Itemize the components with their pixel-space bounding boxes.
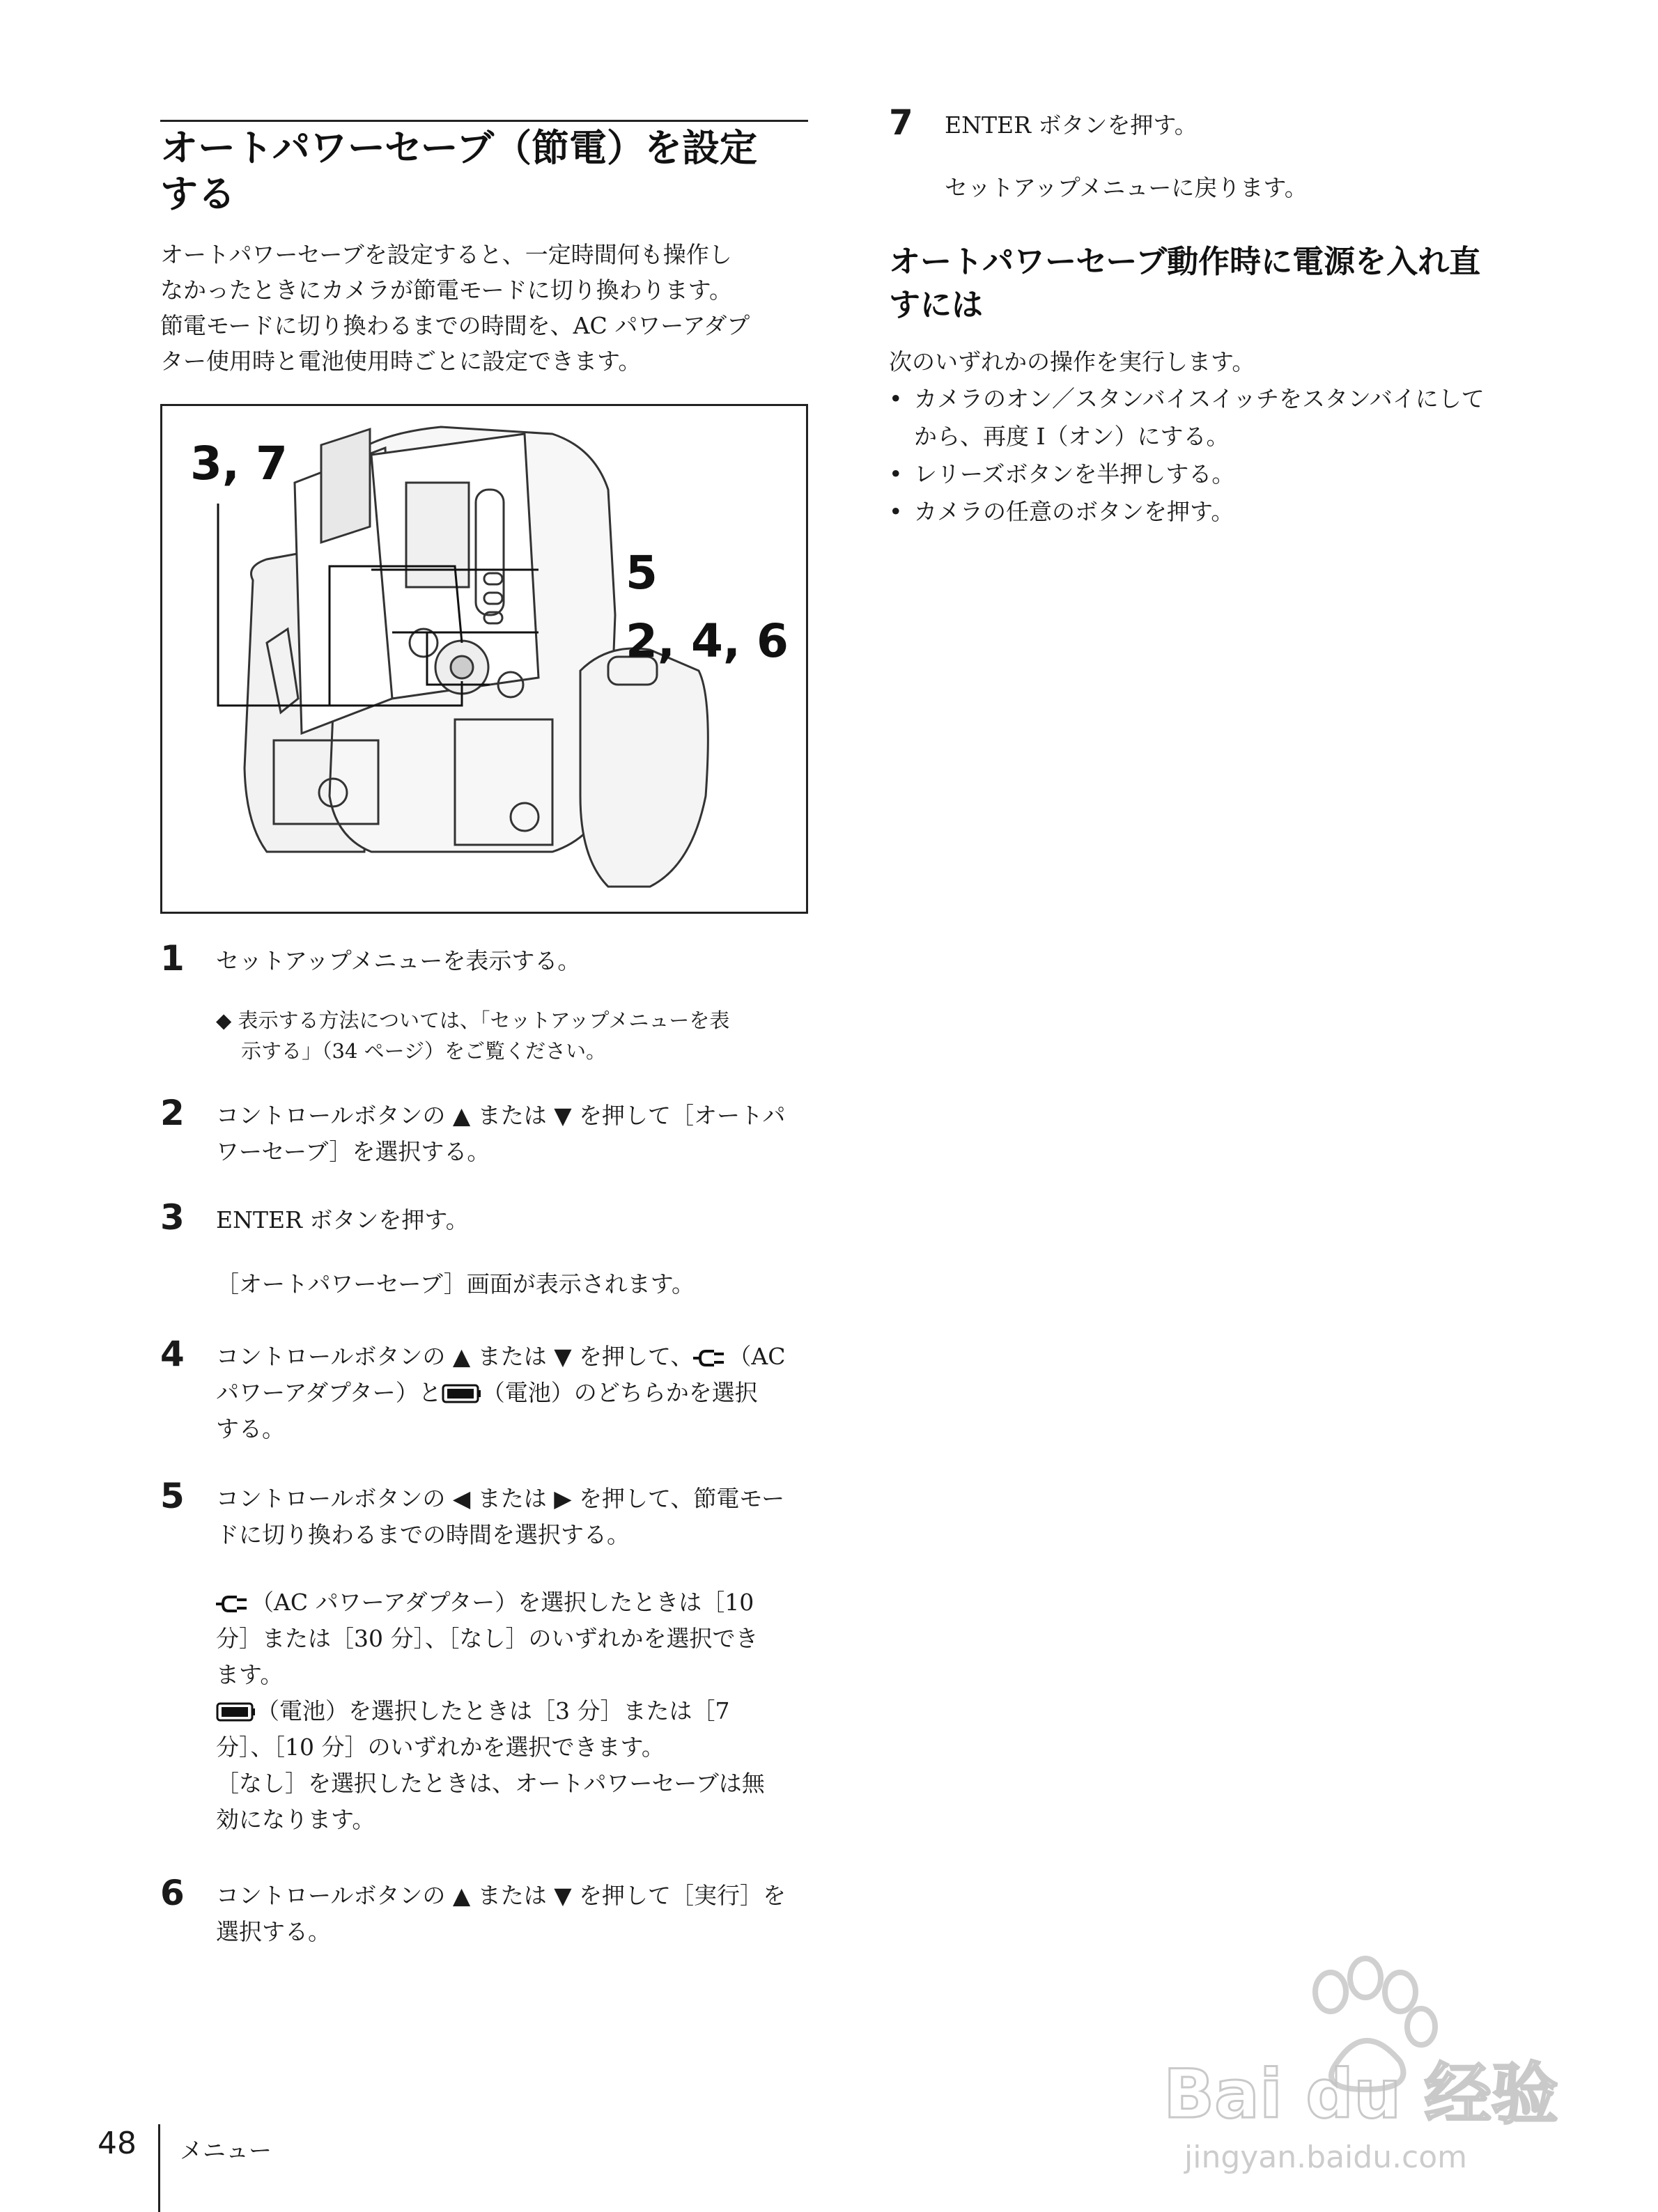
step-text (216, 1481, 815, 1553)
heading-rule (160, 120, 808, 122)
camera-illustration (162, 406, 806, 912)
step-text (216, 1098, 815, 1170)
step-text: ENTER ボタンを押す。 (216, 1206, 469, 1233)
step-number: 7 (889, 102, 913, 143)
baidu-watermark (1156, 1950, 1574, 2180)
subsection-heading (889, 240, 1558, 327)
subheading-line-2: すには (889, 286, 984, 323)
step-line (216, 1375, 815, 1411)
list-item-line: から、再度 I（オン）にする。 (914, 423, 1230, 450)
step-text: セットアップメニューを表示する。 (216, 947, 581, 974)
step-line: コントロールボタンの ◀ または ▶ を押して、節電モー (216, 1485, 785, 1512)
step-line: コントロールボタンの ▲ または ▼ を押して［実行］を (216, 1882, 787, 1909)
step-line: コントロールボタンの ▲ または ▼ を押して［オートパ (216, 1102, 786, 1129)
list-item (889, 455, 1558, 493)
note-line: 示する」（34 ページ）をご覧ください。 (241, 1039, 607, 1063)
watermark-url: jingyan.baidu.com (1184, 2140, 1468, 2175)
callout-label-3-7: 3, 7 (190, 437, 288, 490)
step-line-part: （電池）のどちらかを選択 (481, 1379, 758, 1406)
step-line-part: パワーアダプター）と (216, 1379, 442, 1406)
bullet-list (889, 380, 1558, 531)
step-line-part: コントロールボタンの ▲ または ▼ を押して、 (216, 1343, 694, 1370)
watermark-brand: Bai du 经验 (1163, 2055, 1558, 2133)
step-line: する。 (216, 1415, 285, 1442)
heading-line-1: オートパワーセーブ（節電）を設定 (160, 126, 757, 170)
list-item-line: • レリーズボタンを半押しする。 (914, 460, 1235, 488)
step-text (216, 1878, 815, 1950)
baidu-paw-logo (1156, 1950, 1574, 2180)
step-number: 2 (160, 1093, 185, 1133)
intro-line: オートパワーセーブを設定すると、一定時間何も操作し (160, 241, 732, 268)
intro-paragraph (160, 237, 815, 379)
step-number: 6 (160, 1873, 185, 1913)
step-5-details (216, 1584, 815, 1838)
step-text (216, 1339, 815, 1447)
detail-line (216, 1584, 815, 1621)
detail-text: （AC パワーアダプター）を選択したときは［10 (251, 1589, 754, 1616)
intro-line: 節電モードに切り換わるまでの時間を、AC パワーアダプ (160, 312, 750, 339)
callout-label-2-4-6: 2, 4, 6 (626, 614, 789, 668)
page-number: 48 (98, 2126, 137, 2161)
battery-icon (216, 1701, 256, 1722)
ac-adapter-icon (216, 1595, 251, 1613)
step-3-result: ［オートパワーセーブ］画面が表示されます。 (216, 1270, 695, 1298)
step-line (216, 1339, 815, 1375)
step-text: ENTER ボタンを押す。 (945, 111, 1198, 139)
step-number: 1 (160, 938, 185, 979)
list-item (889, 493, 1558, 531)
step-line: ドに切り換わるまでの時間を選択する。 (216, 1521, 630, 1548)
detail-line: ます。 (216, 1661, 284, 1688)
list-item-line: • カメラのオン／スタンバイスイッチをスタンバイにして (914, 385, 1485, 412)
footer-divider (158, 2124, 160, 2212)
callout-label-5: 5 (626, 546, 658, 600)
camera-figure (160, 404, 808, 914)
detail-line (216, 1693, 815, 1729)
step-line-part: （AC (728, 1343, 786, 1370)
intro-line: なかったときにカメラが節電モードに切り換わります。 (160, 276, 733, 304)
subsection-lead: 次のいずれかの操作を実行します。 (889, 348, 1255, 375)
intro-line: ター使用時と電池使用時ごとに設定できます。 (160, 348, 642, 375)
detail-text: （電池）を選択したときは［3 分］または［7 (256, 1697, 730, 1724)
note-line: ◆ 表示する方法については、「セットアップメニューを表 (216, 1008, 730, 1032)
step-7-result: セットアップメニューに戻ります。 (945, 174, 1308, 201)
step-line: 選択する。 (216, 1918, 331, 1945)
section-heading (160, 125, 815, 217)
step-1-note (216, 1005, 815, 1066)
heading-line-2: する (160, 172, 235, 216)
section-name: メニュー (180, 2137, 272, 2164)
step-number: 5 (160, 1476, 185, 1516)
detail-line: 分］または［30 分］、［なし］のいずれかを選択でき (216, 1625, 759, 1652)
detail-line: 分］、［10 分］のいずれかを選択できます。 (216, 1734, 665, 1761)
detail-line: 効になります。 (216, 1806, 375, 1833)
step-number: 4 (160, 1334, 185, 1374)
step-number: 3 (160, 1197, 185, 1238)
step-line: ワーセーブ］を選択する。 (216, 1138, 490, 1165)
detail-line: ［なし］を選択したときは、オートパワーセーブは無 (216, 1770, 765, 1797)
battery-icon (442, 1383, 482, 1404)
list-item-line: • カメラの任意のボタンを押す。 (914, 498, 1234, 525)
ac-adapter-icon (693, 1349, 728, 1367)
subheading-line-1: オートパワーセーブ動作時に電源を入れ直 (889, 243, 1481, 280)
list-item (889, 380, 1558, 455)
